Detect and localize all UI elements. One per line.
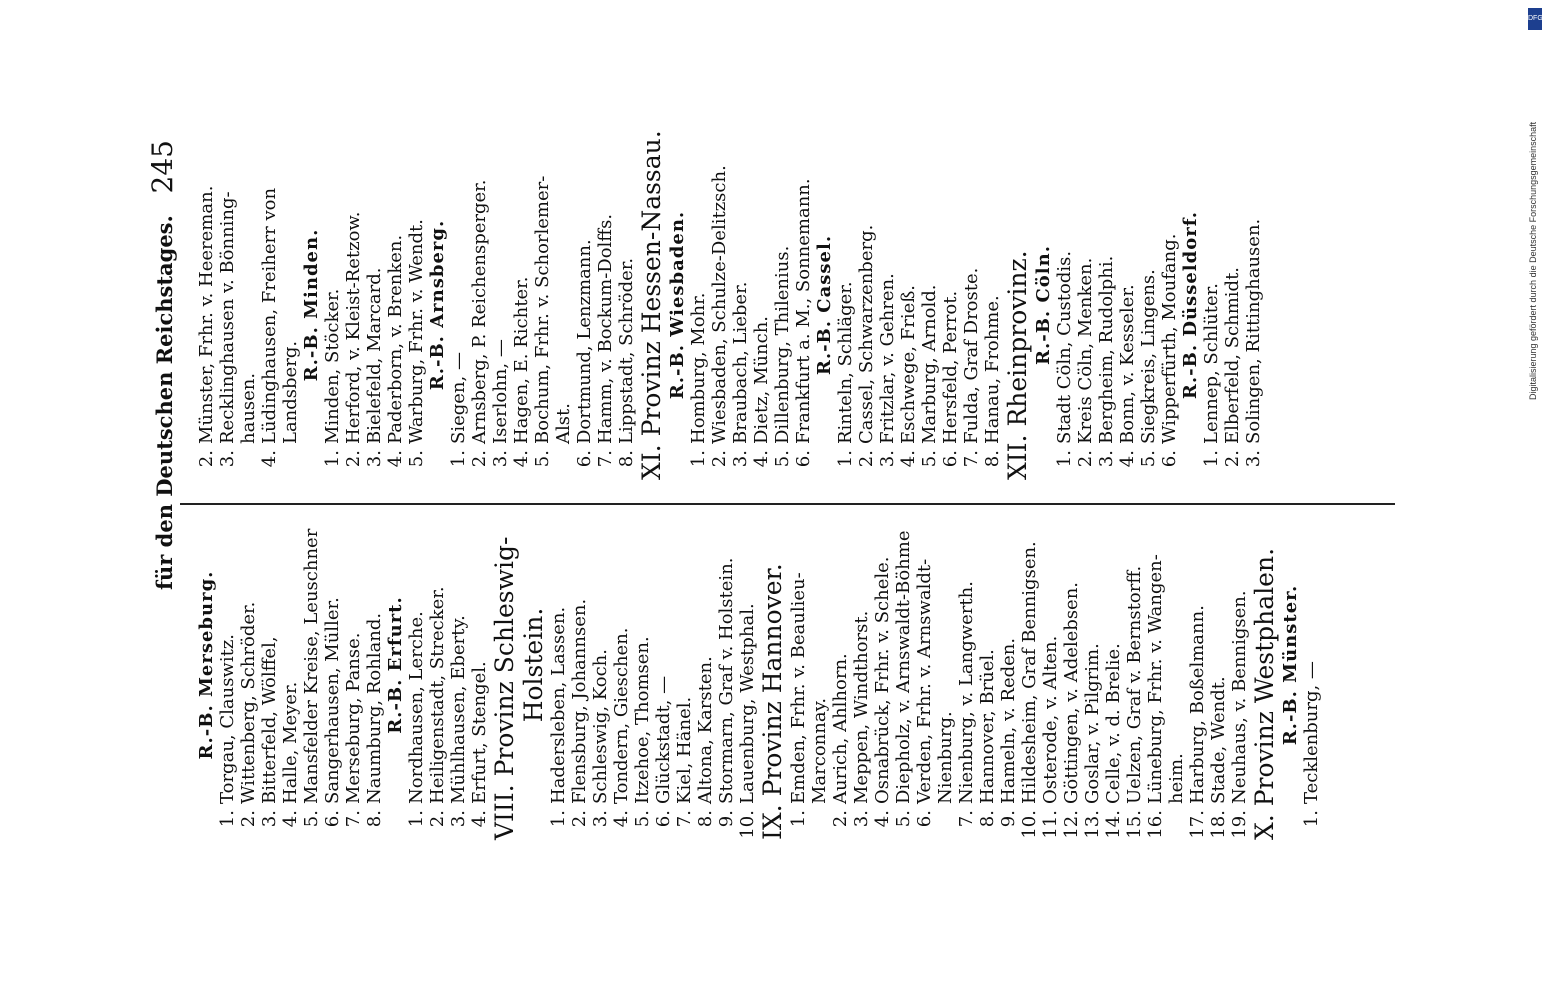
constituency-entry bbox=[835, 130, 856, 480]
constituency-entry bbox=[1138, 130, 1159, 480]
entry-number: 9. bbox=[998, 810, 1019, 828]
constituency-entry bbox=[1040, 490, 1061, 840]
district-heading: R.-B. Merseburg. bbox=[196, 570, 217, 760]
running-title: für den Deutschen Reichstages. bbox=[152, 215, 177, 590]
constituency-entry bbox=[196, 130, 217, 480]
entry-number: 2. bbox=[427, 810, 448, 828]
district-heading: R.-B. Erfurt. bbox=[385, 596, 406, 734]
entry-text: Meppen, Windthorst. bbox=[851, 610, 872, 804]
entry-text: Hildesheim, Graf Bennigsen. bbox=[1019, 541, 1040, 804]
constituency-entry bbox=[1301, 490, 1322, 840]
entry-text: Stade, Wendt. bbox=[1208, 676, 1229, 804]
entry-text: Warburg, Frhr. v. Wendt. bbox=[406, 219, 427, 444]
entry-text: Aurich, Ahlhorn. bbox=[830, 653, 851, 804]
entry-number: 3. bbox=[590, 810, 611, 828]
constituency-entry bbox=[793, 130, 814, 480]
constituency-entry bbox=[1061, 490, 1082, 840]
entry-number: 1. bbox=[788, 810, 809, 828]
entry-text: Erfurt, Stengel. bbox=[469, 661, 490, 804]
entry-text: Halle, Meyer. bbox=[280, 681, 301, 804]
constituency-entry bbox=[1019, 490, 1040, 840]
district-heading: R.-B. Minden. bbox=[301, 228, 322, 382]
entry-number: 3. bbox=[490, 450, 511, 468]
constituency-entry bbox=[898, 130, 919, 480]
constituency-entry bbox=[695, 490, 716, 840]
province-heading: VIII. Provinz Schleswig- bbox=[490, 536, 519, 840]
entry-text: Fulda, Graf Droste. bbox=[961, 267, 982, 444]
entry-number: 10. bbox=[737, 810, 758, 839]
entry-text: Kreis Cöln, Menken. bbox=[1075, 257, 1096, 444]
entry-number: 7. bbox=[956, 810, 977, 828]
entry-number: 2. bbox=[709, 450, 730, 468]
entry-text: Dortmund, Lenzmann. bbox=[574, 239, 595, 444]
entry-number: 6. bbox=[914, 810, 935, 828]
digitization-credit bbox=[1528, 8, 1542, 408]
province-heading: Holstein. bbox=[519, 607, 548, 723]
entry-continuation: heim. bbox=[1166, 753, 1187, 804]
province-heading: XI. Provinz Hessen-Nassau. bbox=[637, 130, 666, 480]
entry-text: Wipperfürth, Moufang. bbox=[1159, 233, 1180, 444]
entry-number: 11. bbox=[1040, 810, 1061, 839]
entry-number: 7. bbox=[595, 450, 616, 468]
entry-text: Fritzlar, v. Gehren. bbox=[877, 273, 898, 444]
entry-text: Stormarn, Graf v. Holstein. bbox=[716, 557, 737, 804]
entry-continuation: Nienburg. bbox=[935, 711, 956, 804]
constituency-entry bbox=[1082, 490, 1103, 840]
entry-text: Frankfurt a. M., Sonnemann. bbox=[793, 178, 814, 444]
entry-text: Nordhausen, Lerche. bbox=[406, 611, 427, 804]
entry-text: Siegen, — bbox=[448, 352, 469, 444]
entry-number: 8. bbox=[364, 810, 385, 828]
constituency-entry bbox=[961, 130, 982, 480]
entry-text: Flensburg, Johannsen. bbox=[569, 598, 590, 804]
constituency-entry bbox=[238, 490, 259, 840]
entry-number: 1. bbox=[448, 450, 469, 468]
entry-number: 1. bbox=[548, 810, 569, 828]
entry-number: 4. bbox=[898, 450, 919, 468]
entry-number: 2. bbox=[469, 450, 490, 468]
constituency-entry bbox=[1117, 130, 1138, 480]
entry-text: Tondern, Gieschen. bbox=[611, 627, 632, 804]
district-heading: R.-B. Cöln. bbox=[1033, 245, 1054, 365]
entry-text: Hanau, Frohme. bbox=[982, 295, 1003, 444]
constituency-entry bbox=[1145, 490, 1166, 840]
entry-text: Hamm, v. Bockum-Dolffs. bbox=[595, 213, 616, 444]
entry-text: Osterode, v. Alten. bbox=[1040, 635, 1061, 804]
entry-text: Verden, Frhr. v. Arnswaldt- bbox=[914, 558, 935, 804]
entry-number: 5. bbox=[919, 450, 940, 468]
entry-number: 6. bbox=[653, 810, 674, 828]
entry-number: 2. bbox=[830, 810, 851, 828]
constituency-entry bbox=[280, 490, 301, 840]
constituency-entry bbox=[569, 490, 590, 840]
entry-text: Glückstadt, — bbox=[653, 675, 674, 804]
district-heading: R.-B. Wiesbaden. bbox=[667, 210, 688, 400]
entry-number: 3. bbox=[730, 450, 751, 468]
entry-number: 1. bbox=[835, 450, 856, 468]
entry-text: Solingen, Rittinghausen. bbox=[1243, 218, 1264, 444]
entry-number: 6. bbox=[940, 450, 961, 468]
entry-text: Arnsberg, P. Reichensperger. bbox=[469, 179, 490, 444]
entry-text: Braubach, Lieber. bbox=[730, 281, 751, 444]
entry-number: 2. bbox=[1222, 450, 1243, 468]
entry-number: 1. bbox=[217, 810, 238, 828]
constituency-entry bbox=[982, 130, 1003, 480]
entry-number: 4. bbox=[280, 810, 301, 828]
entry-text: Bochum, Frhr. v. Schorlemer- bbox=[532, 175, 553, 444]
entry-number: 10. bbox=[1019, 810, 1040, 839]
entry-text: Neuhaus, v. Bennigsen. bbox=[1229, 590, 1250, 804]
constituency-entry bbox=[674, 490, 695, 840]
entry-text: Eschwege, Frieß. bbox=[898, 285, 919, 444]
entry-text: Naumburg, Rohland. bbox=[364, 612, 385, 804]
entry-text: Harburg, Boßelmann. bbox=[1187, 605, 1208, 804]
constituency-entry bbox=[574, 130, 595, 480]
left-column bbox=[196, 490, 1322, 840]
entry-number: 16. bbox=[1145, 810, 1166, 839]
entry-number: 2. bbox=[569, 810, 590, 828]
province-heading: XII. Rheinprovinz. bbox=[1003, 250, 1032, 480]
constituency-entry bbox=[1124, 490, 1145, 840]
entry-number: 1. bbox=[1201, 450, 1222, 468]
entry-text: Elberfeld, Schmidt. bbox=[1222, 266, 1243, 444]
district-heading: R.-B. Arnsberg. bbox=[427, 219, 448, 391]
entry-text: Merseburg, Panse. bbox=[343, 632, 364, 804]
entry-text: Mansfelder Kreise, Leuschner bbox=[301, 528, 322, 804]
constituency-entry bbox=[851, 490, 872, 840]
constituency-entry bbox=[616, 130, 637, 480]
entry-number: 2. bbox=[343, 450, 364, 468]
entry-text: Rinteln, Schläger. bbox=[835, 281, 856, 444]
entry-continuation: Alst. bbox=[553, 403, 574, 444]
entry-number: 5. bbox=[406, 450, 427, 468]
page-header bbox=[146, 140, 196, 840]
entry-number: 4. bbox=[751, 450, 772, 468]
constituency-entry bbox=[737, 490, 758, 840]
entry-number: 3. bbox=[851, 810, 872, 828]
entry-number: 5. bbox=[1138, 450, 1159, 468]
entry-text: Dietz, Münch. bbox=[751, 315, 772, 444]
constituency-entry bbox=[1243, 130, 1264, 480]
entry-continuation: Landsberg. bbox=[280, 340, 301, 444]
district-heading: R.-B. Münster. bbox=[1280, 584, 1301, 746]
constituency-entry bbox=[856, 130, 877, 480]
entry-text: Celle, v. d. Brelie. bbox=[1103, 643, 1124, 804]
entry-text: Lennep, Schlüter. bbox=[1201, 283, 1222, 444]
entry-number: 6. bbox=[322, 810, 343, 828]
entry-text: Homburg, Mohr. bbox=[688, 292, 709, 444]
constituency-entry bbox=[1222, 130, 1243, 480]
entry-number: 13. bbox=[1082, 810, 1103, 839]
entry-number: 3. bbox=[448, 810, 469, 828]
constituency-entry bbox=[611, 490, 632, 840]
entry-text: Diepholz, v. Arnswaldt-Böhme bbox=[893, 530, 914, 804]
constituency-entry bbox=[1159, 130, 1180, 480]
constituency-entry bbox=[1054, 130, 1075, 480]
constituency-entry bbox=[772, 130, 793, 480]
constituency-entry bbox=[448, 490, 469, 840]
entry-number: 19. bbox=[1229, 810, 1250, 839]
constituency-entry bbox=[364, 130, 385, 480]
entry-continuation: Marconnay. bbox=[809, 697, 830, 804]
entry-text: Hannover, Brüel. bbox=[977, 649, 998, 804]
constituency-entry bbox=[709, 130, 730, 480]
entry-number: 6. bbox=[574, 450, 595, 468]
constituency-entry bbox=[511, 130, 532, 480]
entry-text: Goslar, v. Pilgrim. bbox=[1082, 643, 1103, 804]
constituency-entry bbox=[893, 490, 914, 840]
constituency-entry bbox=[406, 490, 427, 840]
constituency-entry bbox=[385, 130, 406, 480]
entry-number: 7. bbox=[343, 810, 364, 828]
constituency-entry bbox=[343, 130, 364, 480]
entry-number: 17. bbox=[1187, 810, 1208, 839]
entry-text: Heiligenstadt, Strecker. bbox=[427, 586, 448, 804]
entry-number: 5. bbox=[893, 810, 914, 828]
entry-number: 18. bbox=[1208, 810, 1229, 839]
entry-text: Itzehoe, Thomsen. bbox=[632, 636, 653, 804]
district-heading: R.-B. Cassel. bbox=[814, 234, 835, 376]
entry-number: 5. bbox=[632, 810, 653, 828]
entry-number: 6. bbox=[793, 450, 814, 468]
province-heading: IX. Provinz Hannover. bbox=[758, 563, 787, 840]
entry-text: Münster, Frhr. v. Heereman. bbox=[196, 185, 217, 444]
entry-text: Minden, Stöcker. bbox=[322, 288, 343, 444]
entry-number: 7. bbox=[961, 450, 982, 468]
entry-text: Marburg, Arnold. bbox=[919, 284, 940, 444]
constituency-entry bbox=[940, 130, 961, 480]
constituency-entry bbox=[1103, 490, 1124, 840]
constituency-entry bbox=[788, 490, 809, 840]
district-heading: R.-B. Düsseldorf. bbox=[1180, 210, 1201, 400]
entry-text: Bielefeld, Marcard. bbox=[364, 267, 385, 444]
constituency-entry bbox=[653, 490, 674, 840]
entry-number: 4. bbox=[1117, 450, 1138, 468]
constituency-entry bbox=[1201, 130, 1222, 480]
constituency-entry bbox=[1096, 130, 1117, 480]
entry-number: 2. bbox=[238, 810, 259, 828]
constituency-entry bbox=[1187, 490, 1208, 840]
entry-number: 5. bbox=[532, 450, 553, 468]
entry-text: Paderborn, v. Brenken. bbox=[385, 234, 406, 444]
entry-text: Altona, Karsten. bbox=[695, 656, 716, 804]
entry-number: 3. bbox=[364, 450, 385, 468]
constituency-entry bbox=[322, 130, 343, 480]
constituency-entry bbox=[259, 130, 280, 480]
entry-text: Lauenburg, Westphal. bbox=[737, 603, 758, 804]
entry-text: Kiel, Hänel. bbox=[674, 696, 695, 804]
entry-number: 4. bbox=[385, 450, 406, 468]
entry-number: 3. bbox=[217, 450, 238, 468]
entry-number: 8. bbox=[616, 450, 637, 468]
entry-number: 1. bbox=[688, 450, 709, 468]
constituency-entry bbox=[1229, 490, 1250, 840]
entry-number: 5. bbox=[301, 810, 322, 828]
entry-text: Schleswig, Koch. bbox=[590, 649, 611, 804]
entry-text: Lüdinghausen, Freiherr von bbox=[259, 187, 280, 444]
constituency-entry bbox=[751, 130, 772, 480]
entry-number: 3. bbox=[1243, 450, 1264, 468]
entry-text: Mühlhausen, Eberty. bbox=[448, 615, 469, 804]
constituency-entry bbox=[977, 490, 998, 840]
entry-number: 3. bbox=[259, 810, 280, 828]
entry-text: Stadt Cöln, Custodis. bbox=[1054, 250, 1075, 444]
entry-text: Osnabrück, Frhr. v. Schele. bbox=[872, 556, 893, 804]
page-number: 245 bbox=[146, 140, 179, 194]
entry-continuation: hausen. bbox=[238, 372, 259, 444]
constituency-entry bbox=[914, 490, 935, 840]
constituency-entry bbox=[998, 490, 1019, 840]
entry-text: Bergheim, Rudolphi. bbox=[1096, 255, 1117, 444]
entry-text: Lippstadt, Schröder. bbox=[616, 257, 637, 444]
entry-text: Herford, v. Kleist-Retzow. bbox=[343, 211, 364, 444]
province-heading: X. Provinz Westphalen. bbox=[1250, 547, 1279, 840]
constituency-entry bbox=[469, 130, 490, 480]
entry-number: 1. bbox=[322, 450, 343, 468]
entry-number: 12. bbox=[1061, 810, 1082, 839]
constituency-entry bbox=[716, 490, 737, 840]
entry-text: Uelzen, Graf v. Bernstorff. bbox=[1124, 565, 1145, 804]
constituency-entry bbox=[427, 490, 448, 840]
entry-text: Hersfeld, Perrot. bbox=[940, 290, 961, 444]
constituency-entry bbox=[730, 130, 751, 480]
constituency-entry bbox=[548, 490, 569, 840]
entry-number: 8. bbox=[982, 450, 1003, 468]
entry-number: 8. bbox=[977, 810, 998, 828]
constituency-entry bbox=[1208, 490, 1229, 840]
constituency-entry bbox=[322, 490, 343, 840]
entry-text: Wiesbaden, Schulze-Delitzsch. bbox=[709, 165, 730, 444]
constituency-entry bbox=[469, 490, 490, 840]
constituency-entry bbox=[217, 130, 238, 480]
entry-number: 3. bbox=[877, 450, 898, 468]
constituency-entry bbox=[490, 130, 511, 480]
entry-text: Lüneburg, Frhr. v. Wangen- bbox=[1145, 554, 1166, 804]
entry-number: 1. bbox=[1301, 810, 1322, 828]
constituency-entry bbox=[364, 490, 385, 840]
credit-text: Digitalisierung gefördert durch die Deutsche Forschungsgemeinschaft bbox=[1528, 121, 1538, 400]
entry-text: Cassel, Schwarzenberg. bbox=[856, 224, 877, 444]
entry-number: 9. bbox=[716, 810, 737, 828]
entry-text: Bonn, v. Kesseler. bbox=[1117, 284, 1138, 444]
rotated-text-block bbox=[146, 130, 1410, 840]
entry-text: Sangerhausen, Müller. bbox=[322, 597, 343, 804]
entry-text: Wittenberg, Schröder. bbox=[238, 601, 259, 804]
constituency-entry bbox=[830, 490, 851, 840]
entry-number: 2. bbox=[196, 450, 217, 468]
entry-text: Dillenburg, Thilenius. bbox=[772, 245, 793, 444]
entry-text: Emden, Frhr. v. Beaulieu- bbox=[788, 572, 809, 804]
entry-number: 4. bbox=[511, 450, 532, 468]
constituency-entry bbox=[343, 490, 364, 840]
constituency-entry bbox=[1075, 130, 1096, 480]
entry-number: 1. bbox=[1054, 450, 1075, 468]
entry-number: 4. bbox=[469, 810, 490, 828]
entry-number: 4. bbox=[259, 450, 280, 468]
entry-number: 3. bbox=[1096, 450, 1117, 468]
entry-text: Torgau, Clauswitz. bbox=[217, 633, 238, 804]
constituency-entry bbox=[877, 130, 898, 480]
entry-number: 7. bbox=[674, 810, 695, 828]
constituency-entry bbox=[406, 130, 427, 480]
entry-number: 8. bbox=[695, 810, 716, 828]
constituency-entry bbox=[872, 490, 893, 840]
right-column bbox=[196, 130, 1264, 480]
constituency-entry bbox=[448, 130, 469, 480]
entry-text: Göttingen, v. Adelebsen. bbox=[1061, 581, 1082, 804]
constituency-entry bbox=[595, 130, 616, 480]
entry-number: 14. bbox=[1103, 810, 1124, 839]
entry-text: Hadersleben, Lassen. bbox=[548, 606, 569, 804]
constituency-entry bbox=[532, 130, 553, 480]
entry-text: Hagen, E. Richter. bbox=[511, 276, 532, 444]
entry-number: 5. bbox=[772, 450, 793, 468]
entry-text: Siegkreis, Lingens. bbox=[1138, 269, 1159, 444]
constituency-entry bbox=[217, 490, 238, 840]
entry-text: Iserlohn, — bbox=[490, 339, 511, 444]
entry-number: 4. bbox=[872, 810, 893, 828]
entry-text: Bitterfeld, Wölffel, bbox=[259, 636, 280, 804]
entry-number: 2. bbox=[1075, 450, 1096, 468]
entry-number: 15. bbox=[1124, 810, 1145, 839]
dfg-logo: DFG bbox=[1528, 8, 1542, 30]
constituency-entry bbox=[688, 130, 709, 480]
constituency-entry bbox=[919, 130, 940, 480]
entry-number: 6. bbox=[1159, 450, 1180, 468]
entry-text: Hameln, v. Reden. bbox=[998, 637, 1019, 804]
entry-text: Tecklenburg, — bbox=[1301, 661, 1322, 804]
constituency-entry bbox=[259, 490, 280, 840]
entry-text: Nienburg, v. Langwerth. bbox=[956, 581, 977, 804]
entry-number: 2. bbox=[856, 450, 877, 468]
entry-number: 4. bbox=[611, 810, 632, 828]
constituency-entry bbox=[590, 490, 611, 840]
constituency-entry bbox=[301, 490, 322, 840]
constituency-entry bbox=[632, 490, 653, 840]
entry-text: Recklinghausen v. Bönning- bbox=[217, 191, 238, 444]
constituency-entry bbox=[956, 490, 977, 840]
entry-number: 1. bbox=[406, 810, 427, 828]
